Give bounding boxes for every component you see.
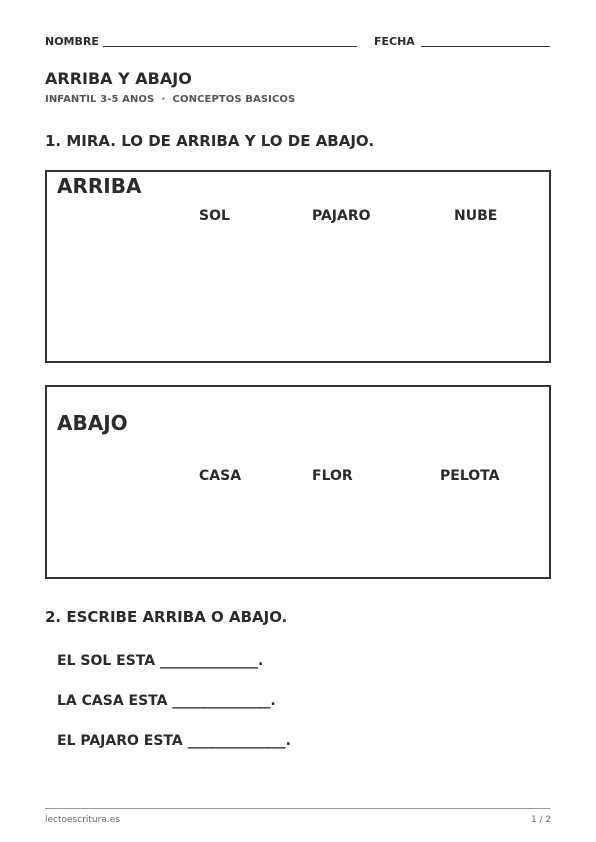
item-word: CASA [199,468,242,484]
exercise-2-heading: 2. ESCRIBE ARRIBA O ABAJO. [45,608,288,626]
item-word: FLOR [312,468,353,484]
item-word: NUBE [454,208,498,224]
date-field-line[interactable] [421,46,550,47]
page-subtitle: INFANTIL 3-5 ANOS · CONCEPTOS BASICOS [45,94,296,105]
page-title: ARRIBA Y ABAJO [45,69,192,88]
fill-sentence[interactable]: EL SOL ESTA ______________. [57,653,264,669]
exercise-1-heading: 1. MIRA. LO DE ARRIBA Y LO DE ABAJO. [45,132,375,150]
item-word: SOL [199,208,230,224]
top-box [45,170,551,363]
name-label: NOMBRE [45,35,99,48]
fill-sentence[interactable]: EL PAJARO ESTA ______________. [57,733,291,749]
fill-sentence[interactable]: LA CASA ESTA ______________. [57,693,276,709]
bottom-box-title: ABAJO [57,411,128,435]
top-box-title: ARRIBA [57,174,142,198]
footer-divider [45,808,550,809]
footer-page-number: 1 / 2 [531,815,552,825]
item-word: PELOTA [440,468,500,484]
name-field-line[interactable] [103,46,357,47]
date-label: FECHA [374,35,415,48]
bottom-box [45,385,551,579]
footer-site: lectoescritura.es [45,815,120,825]
item-word: PAJARO [312,208,371,224]
